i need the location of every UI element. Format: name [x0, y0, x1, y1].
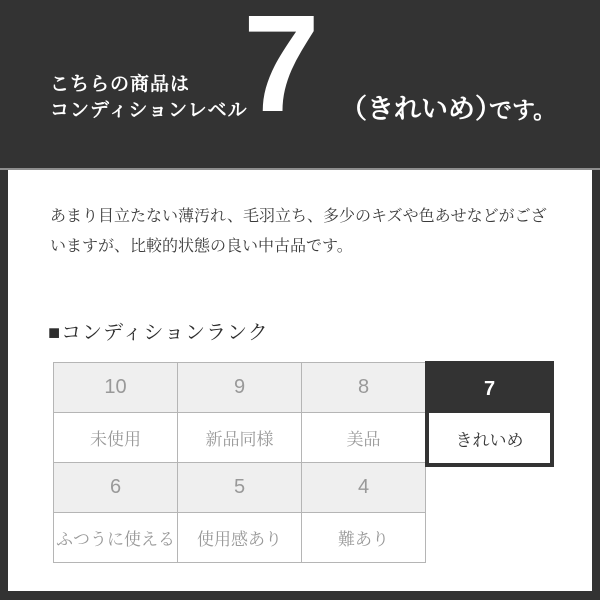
rank-score-cell: 9: [178, 363, 302, 413]
condition-rank-table: [53, 362, 550, 563]
rank-label-cell: ふつうに使える: [54, 513, 178, 563]
rank-label-cell: 新品同様: [178, 413, 302, 463]
header-banner: [0, 0, 600, 168]
header-intro: [50, 72, 248, 124]
rank-score-cell: 8: [302, 363, 426, 413]
header-intro-line1: こちらの商品は: [50, 74, 191, 95]
square-bullet-icon: ■: [48, 322, 62, 344]
rank-label-cell: 使用感あり: [178, 513, 302, 563]
rank-label-cell: 美品: [302, 413, 426, 463]
content-panel: [8, 170, 592, 591]
rank-score-cell: 6: [54, 463, 178, 513]
condition-description: あまり目立たない薄汚れ、毛羽立ち、多少のキズや色あせなどがございますが、比較的状態の良い中古品です。: [50, 208, 547, 255]
rank-score-cell: 5: [178, 463, 302, 513]
empty-cell: [426, 513, 550, 563]
rank-score-cell: 4: [302, 463, 426, 513]
section-title: [48, 316, 269, 345]
rank-label-cell: 難あり: [302, 513, 426, 563]
empty-cell: [426, 463, 550, 513]
header-intro-line2: コンディションレベル: [50, 100, 248, 121]
rank-label-cell: 未使用: [54, 413, 178, 463]
highlighted-rank-label: きれいめ: [455, 430, 524, 450]
rank-score-cell: 10: [54, 363, 178, 413]
condition-level-suffix: です。: [489, 97, 557, 123]
condition-level-number: 7: [243, 0, 320, 141]
condition-level-name: （きれいめ）: [340, 94, 502, 124]
highlighted-rank-score: 7: [429, 365, 550, 413]
highlighted-rank-block: [425, 361, 554, 467]
section-title-text: コンディションランク: [61, 322, 269, 344]
